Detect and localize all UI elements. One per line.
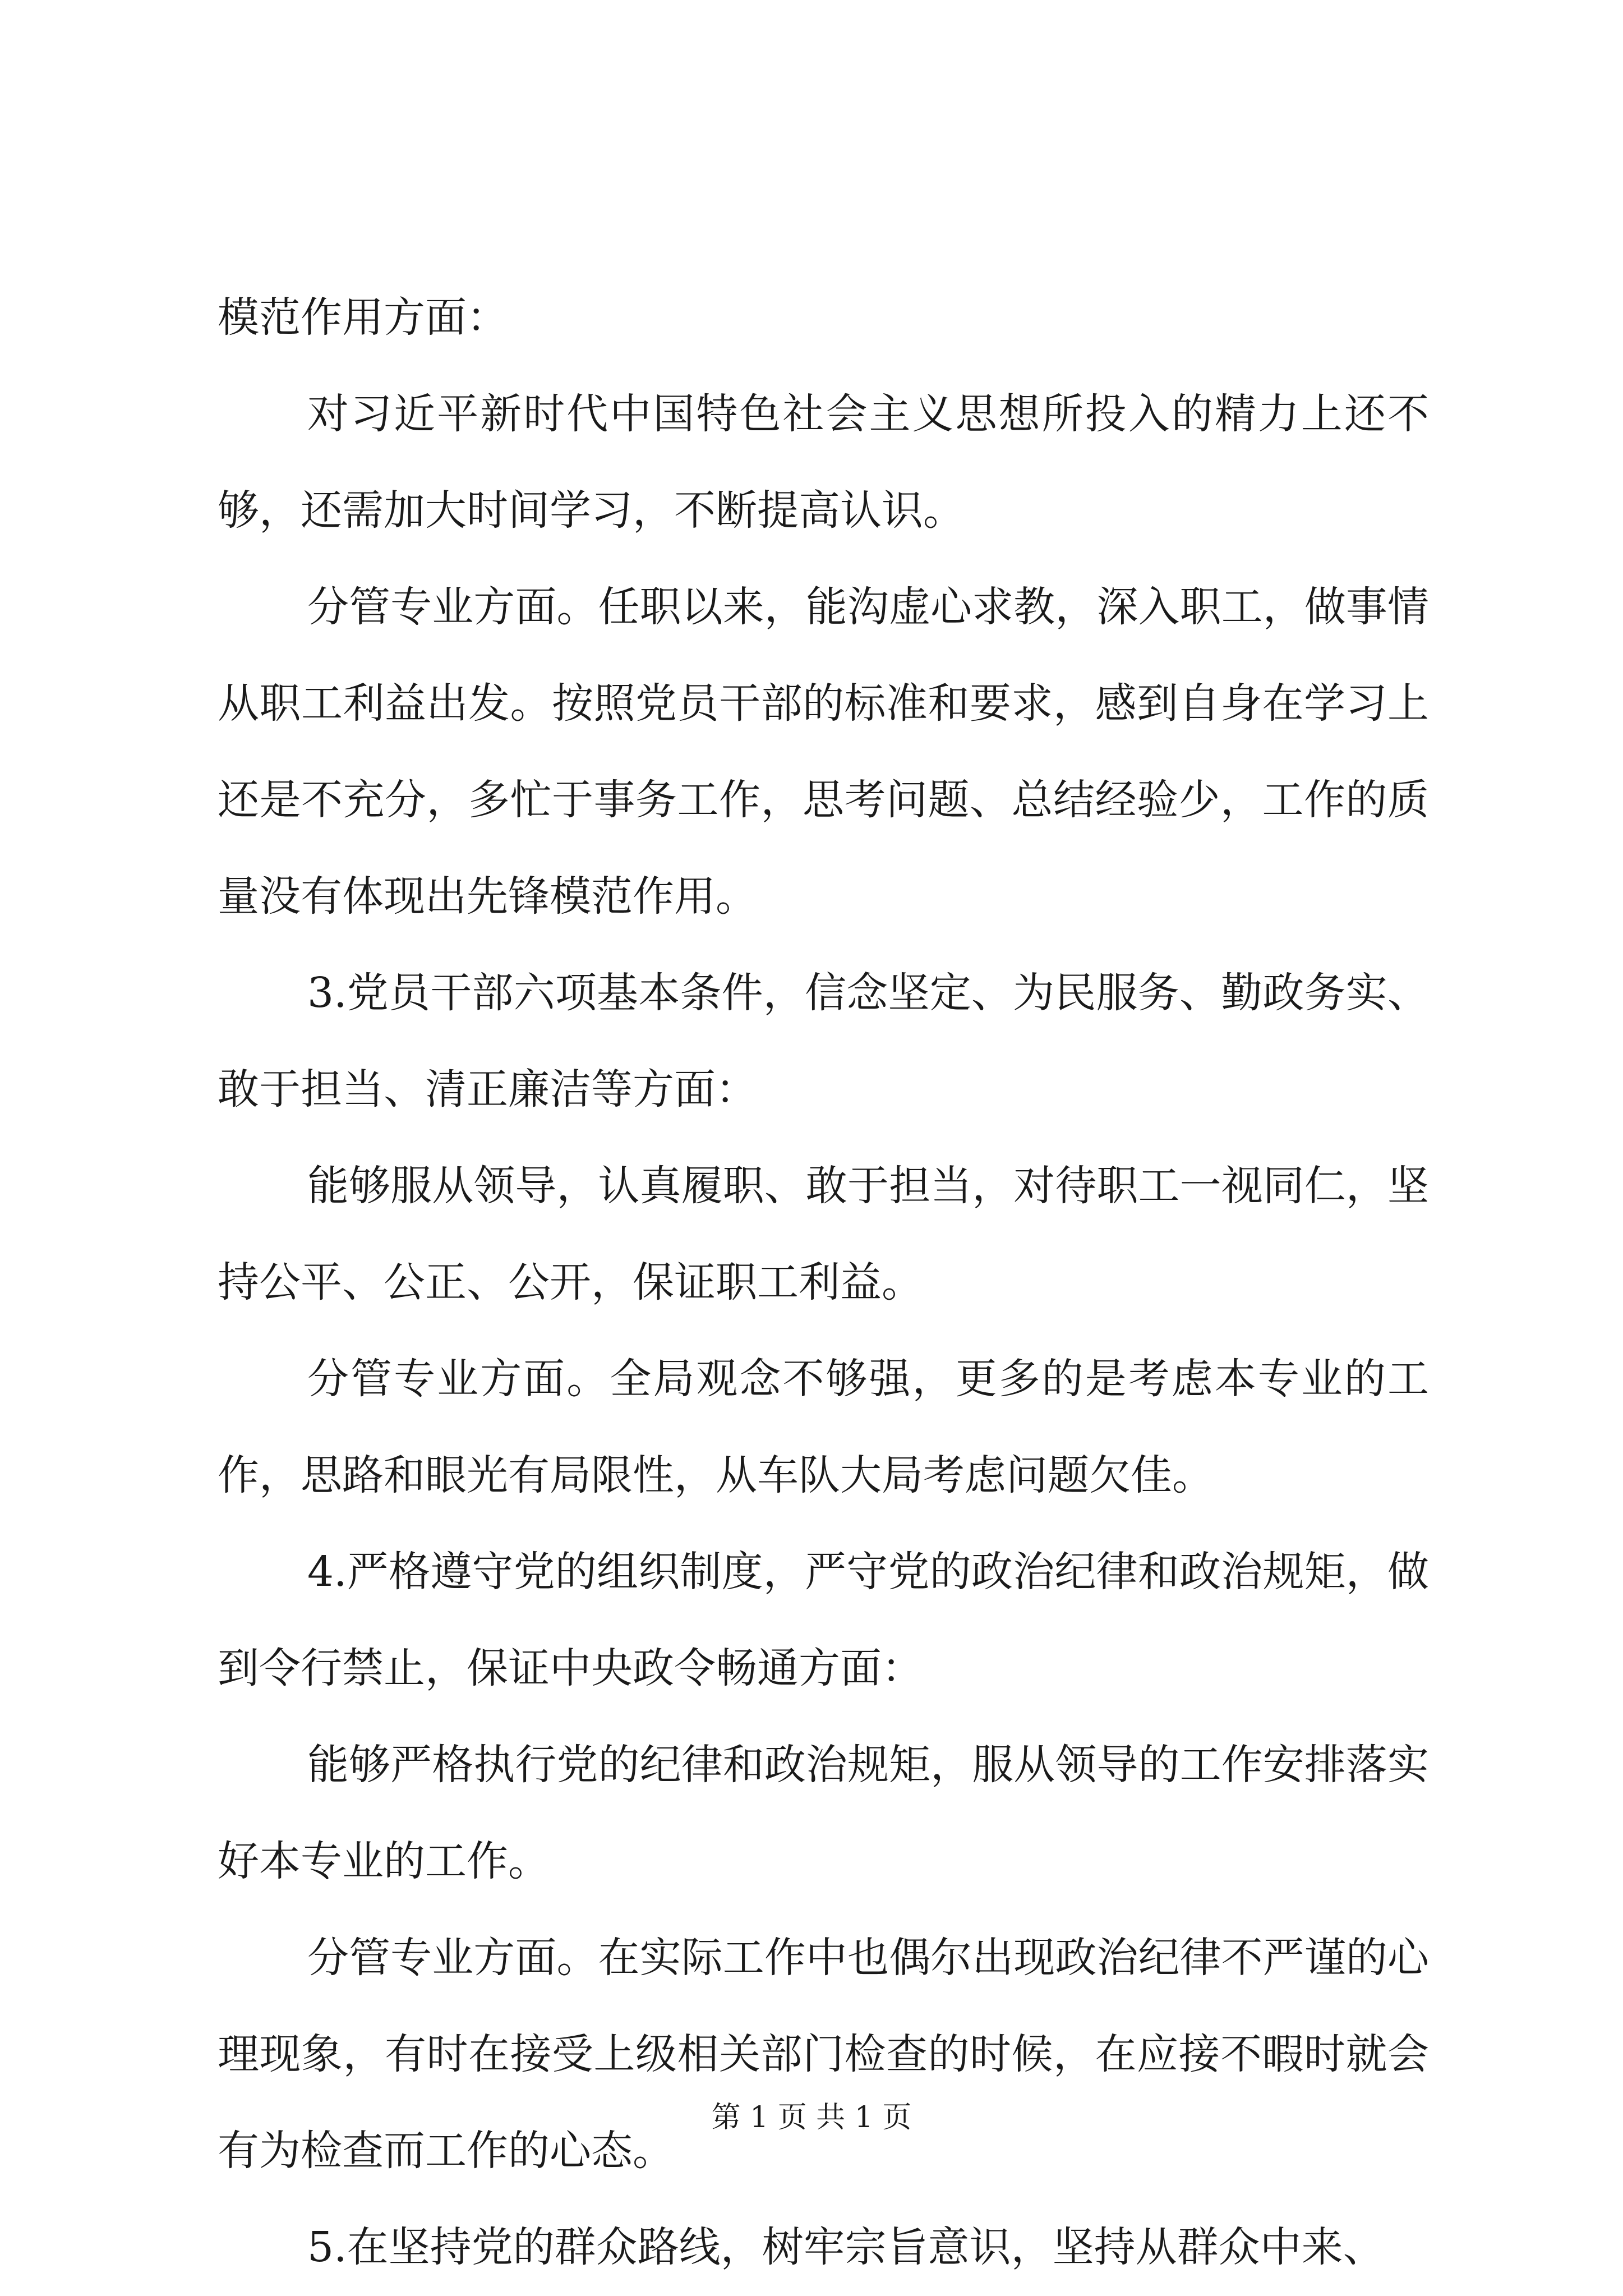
paragraph-5: 能够服从领导，认真履职、敢于担当，对待职工一视同仁，坚持公平、公正、公开，保证职工利益。 — [218, 1162, 1429, 1306]
page-footer — [0, 2098, 1623, 2137]
paragraph-6: 分管专业方面。全局观念不够强，更多的是考虑本专业的工作，思路和眼光有局限性，从车队大局考虑问题欠佳。 — [218, 1355, 1429, 1499]
document-body — [218, 269, 1429, 2295]
paragraph-4: 3.党员干部六项基本条件，信念坚定、为民服务、勤政务实、敢于担当、清正廉洁等方面： — [218, 969, 1429, 1114]
paragraph-7: 4.严格遵守党的组织制度，严守党的政治纪律和政治规矩，做到令行禁止，保证中央政令畅通方面： — [218, 1548, 1429, 1692]
paragraph-10: 5.在坚持党的群众路线，树牢宗旨意识，坚持从群众中来、 — [307, 2223, 1385, 2271]
page-number-label: 第 1 页 共 1 页 — [711, 2101, 912, 2134]
paragraph-2: 对习近平新时代中国特色社会主义思想所投入的精力上还不够，还需加大时间学习，不断提高认识。 — [218, 390, 1429, 535]
paragraph-8: 能够严格执行党的纪律和政治规矩，服从领导的工作安排落实好本专业的工作。 — [218, 1741, 1429, 1885]
paragraph-9: 分管专业方面。在实际工作中也偶尔出现政治纪律不严谨的心理现象，有时在接受上级相关部门检查的时候，在应接不暇时就会有为检查而工作的心态。 — [218, 1934, 1429, 2175]
paragraph-3: 分管专业方面。任职以来，能沟虚心求教，深入职工，做事情从职工利益出发。按照党员干部的标准和要求，感到自身在学习上还是不充分，多忙于事务工作，思考问题、总结经验少，工作的质量没有体现出先锋模范作用。 — [218, 583, 1429, 921]
paragraph-1: 模范作用方面： — [218, 293, 508, 342]
